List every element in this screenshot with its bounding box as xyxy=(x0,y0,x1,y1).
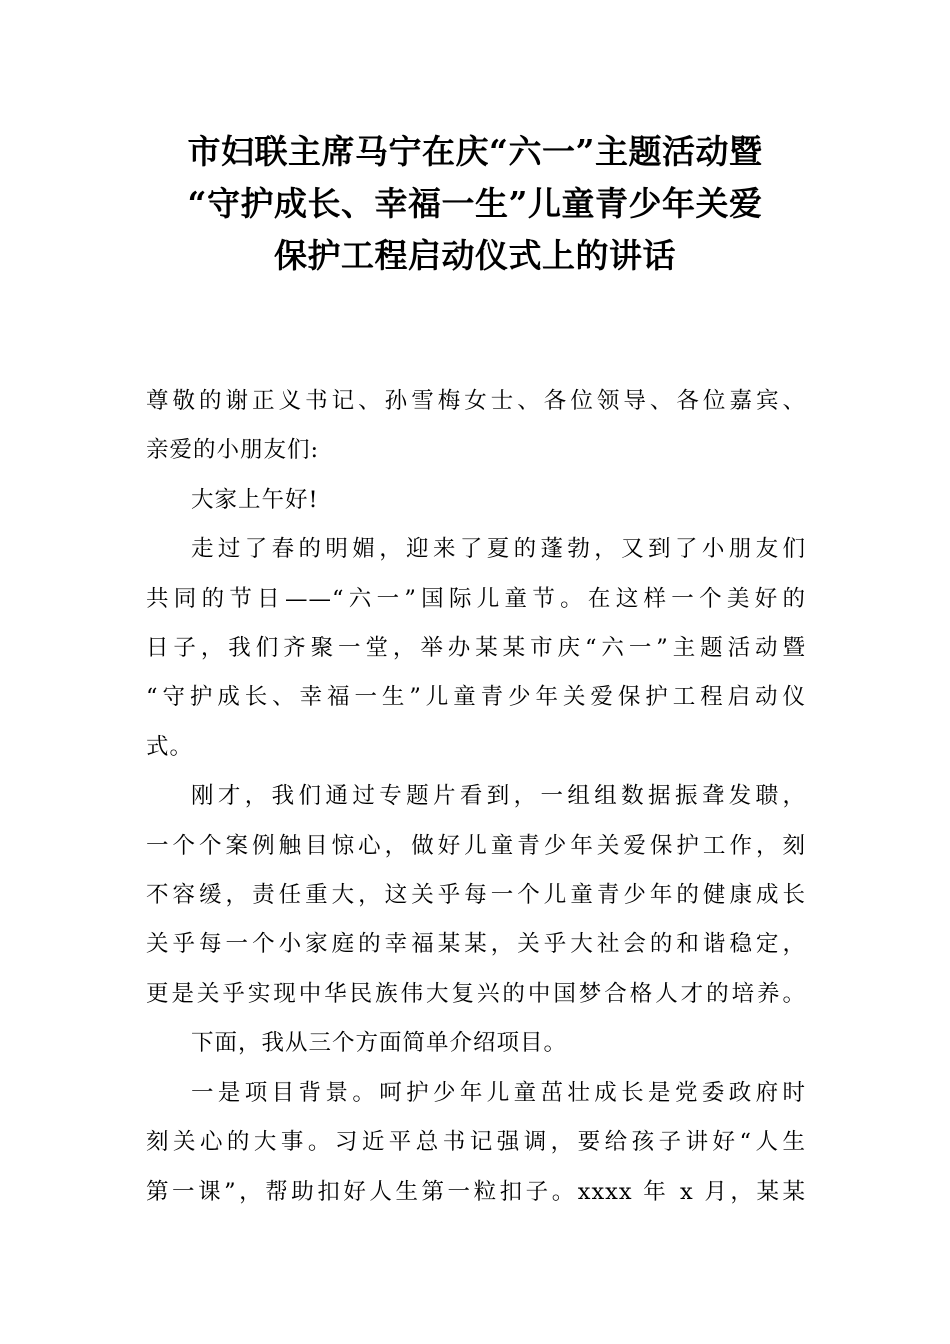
paragraph-line: 第一课”，帮助扣好人生第一粒扣子。xxxx 年 x 月，某某 xyxy=(146,1178,806,1205)
paragraph-line: 式。 xyxy=(146,733,194,760)
salutation-line-2: 亲爱的小朋友们: xyxy=(146,437,320,464)
title-line-2: “守护成长、幸福一生”儿童青少年关爱 xyxy=(187,184,763,223)
greeting: 大家上午好! xyxy=(191,486,319,513)
paragraph-line: “守护成长、幸福一生”儿童青少年关爱保护工程启动仪 xyxy=(146,684,806,711)
paragraph-line: 共同的节日——“六一”国际儿童节。在这样一个美好的 xyxy=(146,585,806,612)
title-line-3: 保护工程启动仪式上的讲话 xyxy=(274,236,676,275)
paragraph-line: 一个个案例触目惊心，做好儿童青少年关爱保护工作，刻 xyxy=(146,832,806,859)
paragraph-line: 关乎每一个小家庭的幸福某某，关乎大社会的和谐稳定， xyxy=(146,931,806,958)
title-line-1: 市妇联主席马宁在庆“六一”主题活动暨 xyxy=(187,132,763,171)
paragraph-4 xyxy=(146,1069,806,1217)
paragraph-line: 下面，我从三个方面简单介绍项目。 xyxy=(191,1030,568,1057)
document-body xyxy=(146,377,806,1217)
paragraph-line: 不容缓，责任重大，这关乎每一个儿童青少年的健康成长 xyxy=(146,882,806,909)
paragraph-line: 刻关心的大事。习近平总书记强调，要给孩子讲好“人生 xyxy=(146,1129,806,1156)
paragraph-3 xyxy=(146,1019,806,1068)
paragraph-line: 一是项目背景。呵护少年儿童茁壮成长是党委政府时 xyxy=(191,1079,806,1106)
paragraph-line: 更是关乎实现中华民族伟大复兴的中国梦合格人才的培养。 xyxy=(146,980,806,1007)
paragraph-line: 刚才，我们通过专题片看到，一组组数据振聋发聩， xyxy=(191,783,806,810)
salutation xyxy=(146,377,806,476)
salutation-line-1: 尊敬的谢正义书记、孙雪梅女士、各位领导、各位嘉宾、 xyxy=(146,388,806,414)
document-title xyxy=(140,126,810,282)
paragraph-1 xyxy=(146,525,806,772)
paragraph-2 xyxy=(146,772,806,1019)
paragraph-line: 日子，我们齐聚一堂，举办某某市庆“六一”主题活动暨 xyxy=(146,635,806,662)
paragraph-line: 走过了春的明媚，迎来了夏的蓬勃，又到了小朋友们 xyxy=(191,536,806,563)
